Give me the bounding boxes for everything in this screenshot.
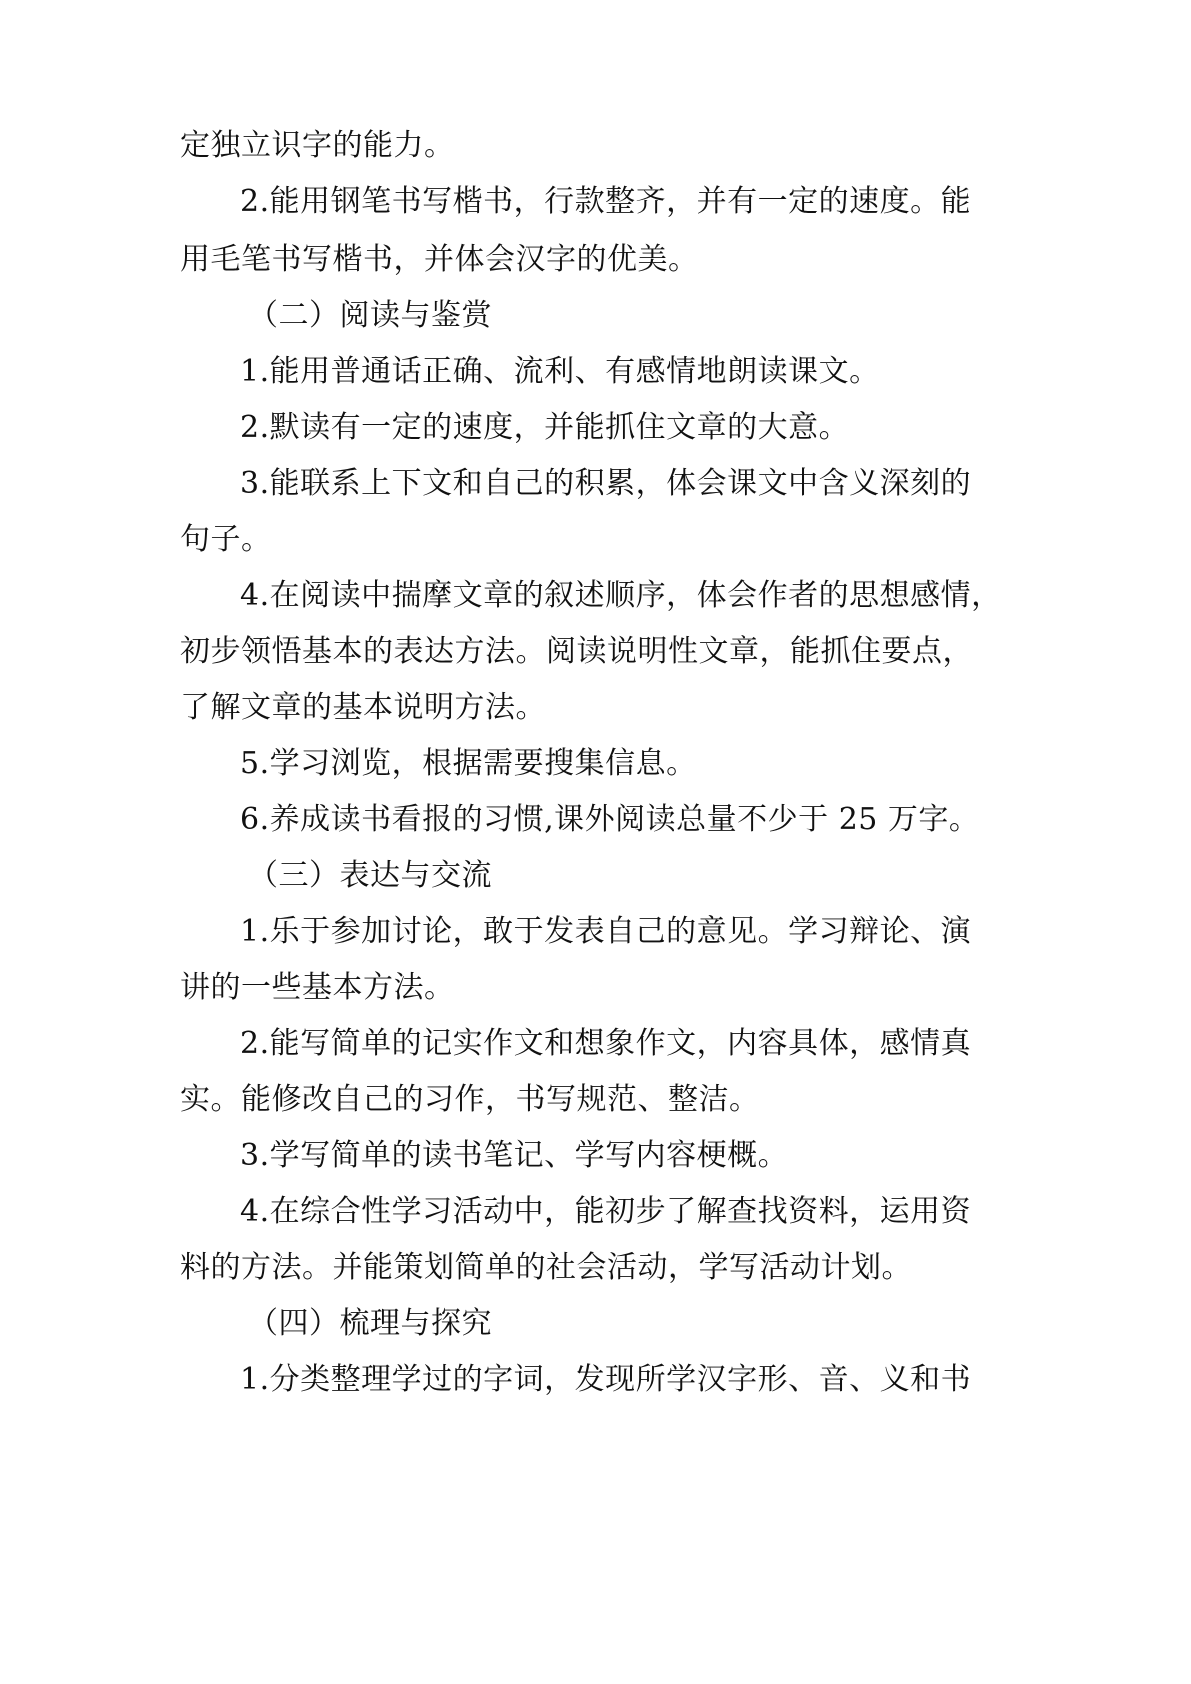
text-line: 2.默读有一定的速度，并能抓住文章的大意。 <box>240 410 850 445</box>
section-heading: （二）阅读与鉴赏 <box>248 298 492 333</box>
text-line: 讲的一些基本方法。 <box>180 970 455 1005</box>
text-line: 料的方法。并能策划简单的社会活动，学写活动计划。 <box>180 1250 912 1285</box>
text-line: 1.分类整理学过的字词，发现所学汉字形、音、义和书 <box>240 1362 972 1397</box>
text-line: 了解文章的基本说明方法。 <box>180 690 546 725</box>
text-line: 1.乐于参加讨论，敢于发表自己的意见。学习辩论、演 <box>240 914 972 949</box>
text-line: 用毛笔书写楷书，并体会汉字的优美。 <box>180 242 699 277</box>
text-line: 6.养成读书看报的习惯,课外阅读总量不少于 25 万字。 <box>240 802 980 837</box>
text-line: 3.学写简单的读书笔记、学写内容梗概。 <box>240 1138 789 1173</box>
text-line: 3.能联系上下文和自己的积累，体会课文中含义深刻的 <box>240 466 972 501</box>
text-line: 2.能用钢笔书写楷书，行款整齐，并有一定的速度。能 <box>240 184 972 219</box>
text-line: 2.能写简单的记实作文和想象作文，内容具体，感情真 <box>240 1026 972 1061</box>
text-line: 1.能用普通话正确、流利、有感情地朗读课文。 <box>240 354 880 389</box>
text-line: 句子。 <box>180 522 272 557</box>
section-heading: （四）梳理与探究 <box>248 1306 492 1341</box>
text-line: 4.在综合性学习活动中，能初步了解查找资料，运用资 <box>240 1194 972 1229</box>
text-line: 实。能修改自己的习作，书写规范、整洁。 <box>180 1082 760 1117</box>
text-line: 5.学习浏览，根据需要搜集信息。 <box>240 746 697 781</box>
text-line: 定独立识字的能力。 <box>180 128 455 163</box>
text-line: 初步领悟基本的表达方法。阅读说明性文章，能抓住要点， <box>180 634 973 669</box>
section-heading: （三）表达与交流 <box>248 858 492 893</box>
text-line: 4.在阅读中揣摩文章的叙述顺序，体会作者的思想感情， <box>240 578 1002 613</box>
